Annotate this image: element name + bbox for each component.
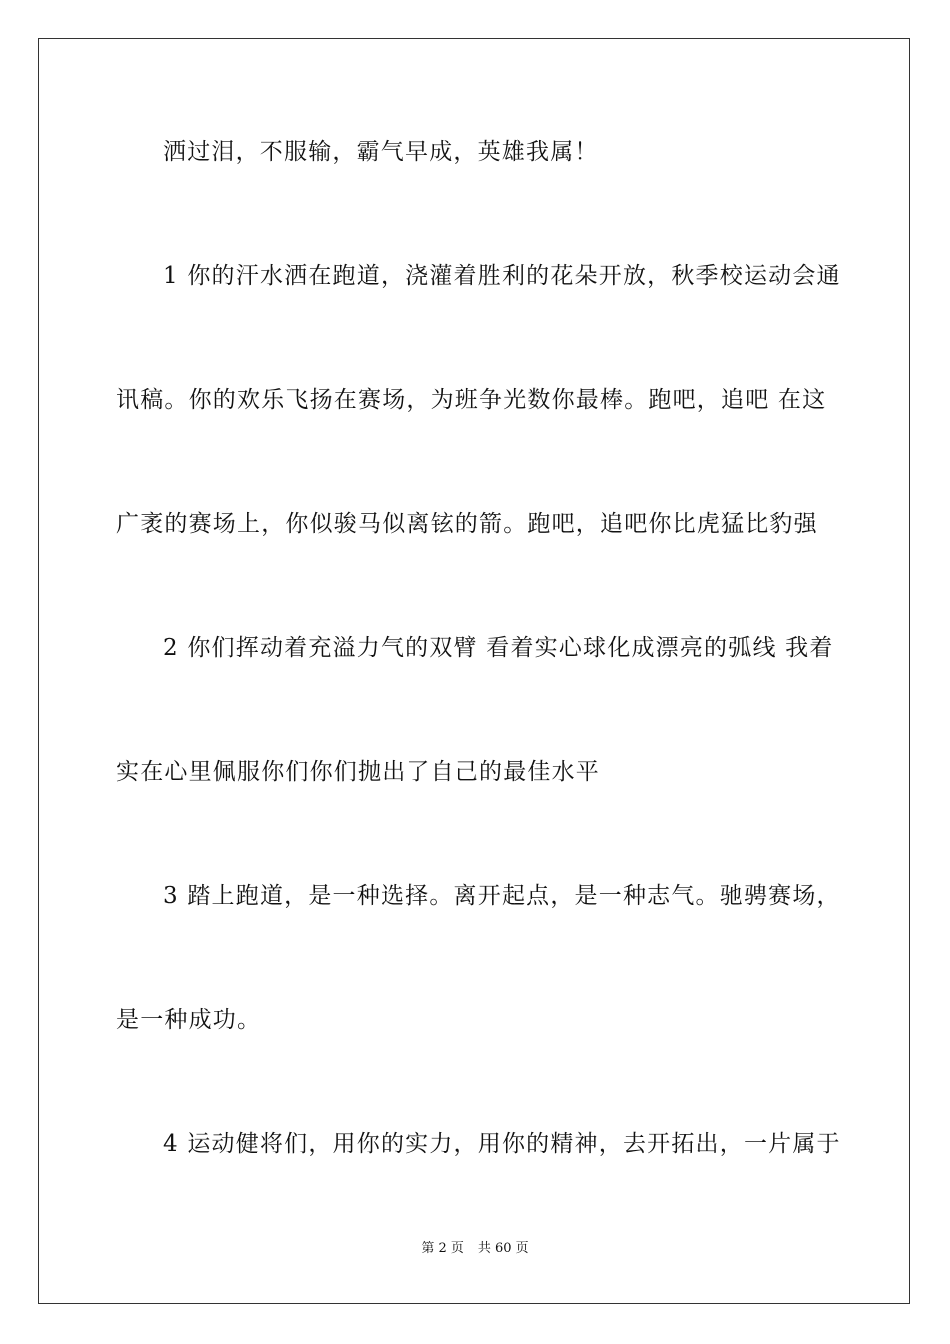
- text-line-3: 讯稿。你的欢乐飞扬在赛场，为班争光数你最棒。跑吧，追吧 在这: [116, 387, 827, 413]
- text-line-2: 1 你的汗水洒在跑道，浇灌着胜利的花朵开放，秋季校运动会通: [163, 263, 841, 289]
- page-number: 第 2 页: [421, 1241, 464, 1256]
- text-line-7: 3 踏上跑道，是一种选择。离开起点，是一种志气。驰骋赛场，: [163, 883, 841, 909]
- page-total: 共 60 页: [477, 1241, 529, 1256]
- text-line-9: 4 运动健将们，用你的实力，用你的精神，去开拓出，一片属于: [163, 1131, 841, 1157]
- text-line-6: 实在心里佩服你们你们抛出了自己的最佳水平: [116, 759, 600, 785]
- text-line-5: 2 你们挥动着充溢力气的双臂 看着实心球化成漂亮的弧线 我着: [163, 635, 834, 661]
- text-line-4: 广袤的赛场上，你似骏马似离铉的箭。跑吧，追吧你比虎猛比豹强: [116, 511, 818, 537]
- text-line-8: 是一种成功。: [116, 1007, 262, 1033]
- page-footer: [0, 1240, 950, 1258]
- text-line-1: 洒过泪，不服输，霸气早成，英雄我属！: [163, 139, 599, 165]
- page-border: [38, 38, 910, 1304]
